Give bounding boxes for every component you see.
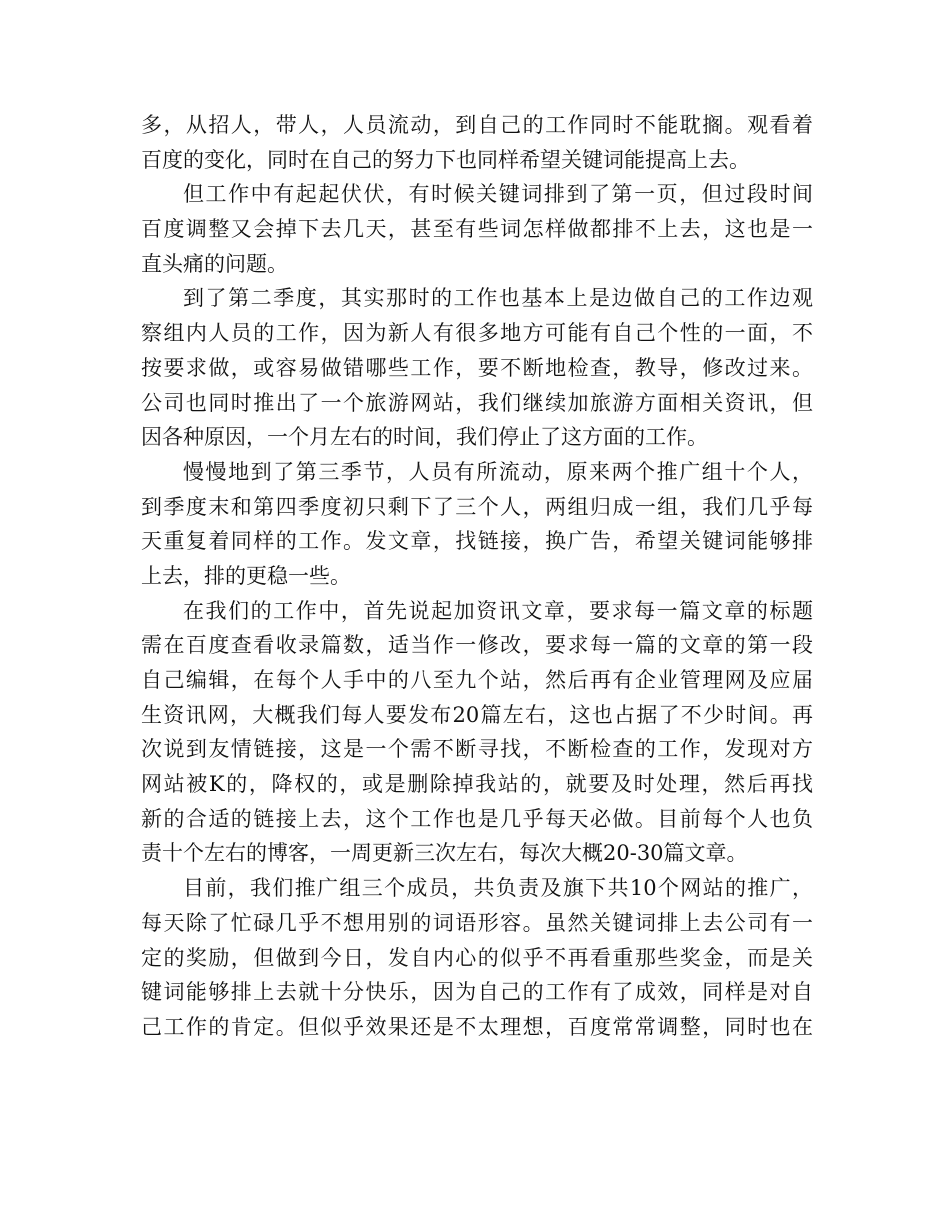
text-line: 新的合适的链接上去，这个工作也是几乎每天必做。目前每个人也负 xyxy=(141,806,813,831)
text-line: 上去，排的更稳一些。 xyxy=(141,563,351,588)
text-line: 责十个左右的博客，一周更新三次左右，每次大概20-30篇文章。 xyxy=(141,841,748,866)
text-line: 到季度末和第四季度初只剩下了三个人，两组归成一组，我们几乎每 xyxy=(141,494,813,519)
text-line: 百度调整又会掉下去几天，甚至有些词怎样做都排不上去，这也是一 xyxy=(141,217,813,242)
body-text xyxy=(141,108,813,1045)
text-line: 定的奖励，但做到今日，发自内心的似乎不再看重那些奖金，而是关 xyxy=(141,945,813,970)
text-line: 网站被K的，降权的，或是删除掉我站的，就要及时处理，然后再找 xyxy=(141,772,813,797)
text-line: 直头痛的问题。 xyxy=(141,251,288,276)
text-line: 多，从招人，带人，人员流动，到自己的工作同时不能耽搁。观看着 xyxy=(141,113,813,137)
paragraph-first-line: 在我们的工作中，首先说起加资讯文章，要求每一篇文章的标题 xyxy=(183,598,813,623)
paragraph-first-line: 目前，我们推广组三个成员，共负责及旗下共10个网站的推广， xyxy=(183,876,813,901)
text-line: 因各种原因，一个月左右的时间，我们停止了这方面的工作。 xyxy=(141,425,708,450)
text-line: 自己编辑，在每个人手中的八至九个站，然后再有企业管理网及应届 xyxy=(141,668,813,692)
text-line: 察组内人员的工作，因为新人有很多地方可能有自己个性的一面，不 xyxy=(141,321,813,346)
text-line: 每天除了忙碌几乎不想用别的词语形容。虽然关键词排上去公司有一 xyxy=(141,910,813,935)
text-line: 天重复着同样的工作。发文章，找链接，换广告，希望关键词能够排 xyxy=(141,529,813,554)
text-line: 公司也同时推出了一个旅游网站，我们继续加旅游方面相关资讯，但 xyxy=(141,390,813,415)
paragraph-first-line: 慢慢地到了第三季节，人员有所流动，原来两个推广组十个人， xyxy=(183,459,813,484)
text-line: 生资讯网，大概我们每人要发布20篇左右，这也占据了不少时间。再 xyxy=(141,702,813,727)
text-line: 百度的变化，同时在自己的努力下也同样希望关键词能提高上去。 xyxy=(141,147,750,172)
text-line: 按要求做，或容易做错哪些工作，要不断地检查，教导，修改过来。 xyxy=(141,355,813,380)
text-line: 键词能够排上去就十分快乐，因为自己的工作有了成效，同样是对自 xyxy=(141,980,813,1005)
text-line: 己工作的肯定。但似乎效果还是不太理想，百度常常调整，同时也在 xyxy=(141,1014,813,1039)
text-line: 需在百度查看收录篇数，适当作一修改，要求每一篇的文章的第一段 xyxy=(141,633,813,658)
paragraph-first-line: 到了第二季度，其实那时的工作也基本上是边做自己的工作边观 xyxy=(183,286,813,311)
paragraph-first-line: 但工作中有起起伏伏，有时候关键词排到了第一页，但过段时间 xyxy=(183,182,813,207)
text-line: 次说到友情链接，这是一个需不断寻找，不断检查的工作，发现对方 xyxy=(141,737,813,762)
